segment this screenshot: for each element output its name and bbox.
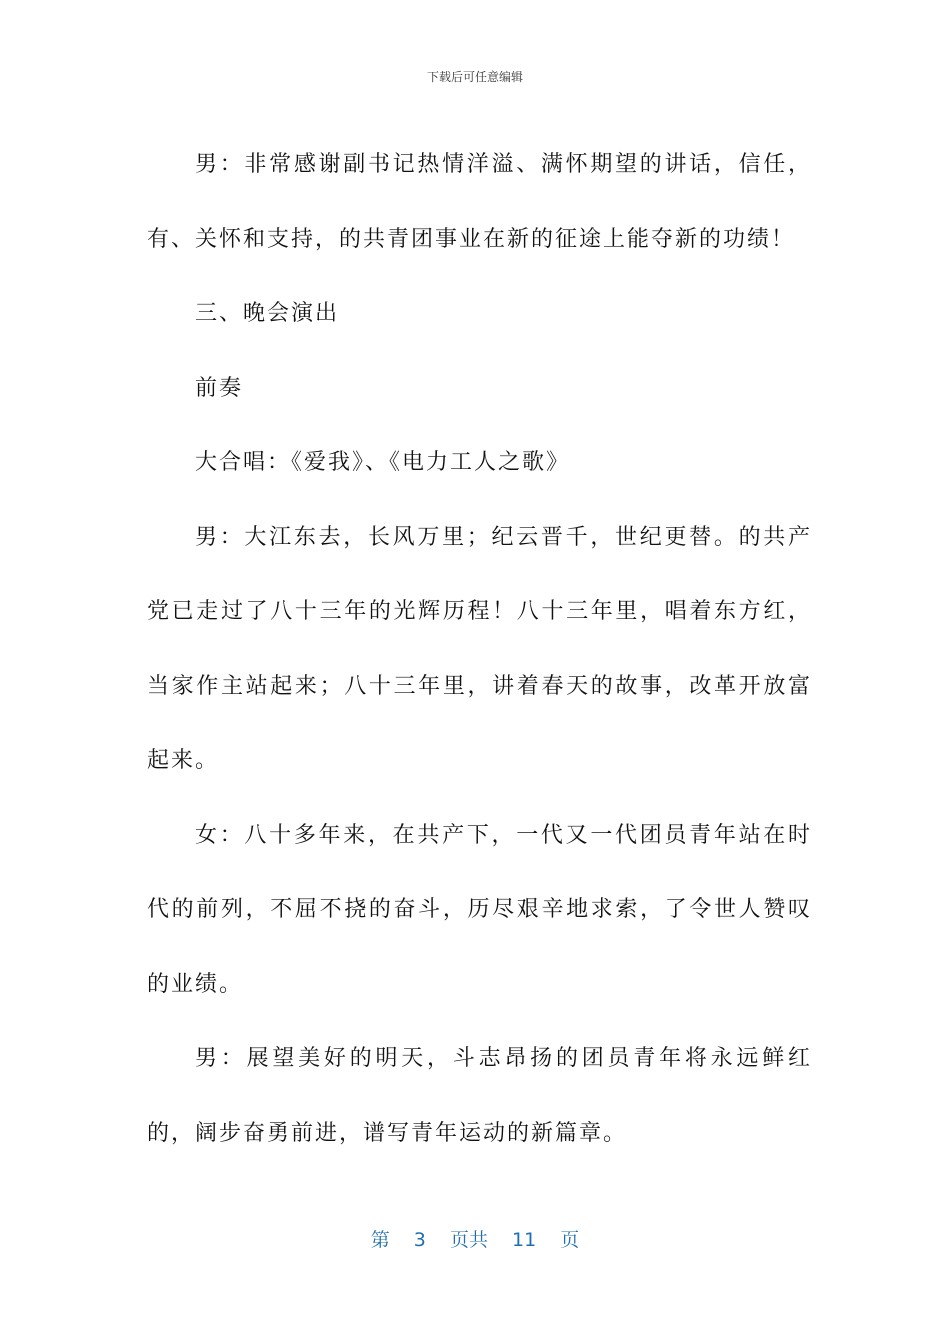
footer-middle: 页共 [449,1229,488,1251]
footer-total-pages: 11 [512,1229,537,1251]
footer-current-page: 3 [413,1229,426,1251]
page-header-note: 下载后可任意编辑 [426,70,523,84]
paragraph: 女：八十多年来，在共产下，一代又一代团员青年站在时代的前列，不屈不挠的奋斗，历尽艰辛地求索，了令世人赞叹的业绩。 [147,822,812,997]
document-body [147,128,812,1171]
paragraph: 男：大江东去，长风万里；纪云晋千，世纪更替。的共产党已走过了八十三年的光辉历程！八十三年里，唱着东方红，当家作主站起来；八十三年里，讲着春天的故事，改革开放富起来。 [147,524,812,773]
page-footer [0,1225,950,1252]
paragraph: 男：非常感谢副书记热情洋溢、满怀期望的讲话，信任，有、关怀和支持，的共青团事业在新的征途上能夺新的功绩！ [147,152,812,252]
section-heading: 三、晚会演出 [195,301,340,326]
paragraph: 男：展望美好的明天，斗志昂扬的团员青年将永远鲜红的，阔步奋勇前进，谱写青年运动的新篇章。 [147,1046,812,1146]
footer-suffix: 页 [560,1229,580,1251]
paragraph: 前奏 [195,375,244,401]
footer-prefix: 第 [370,1229,390,1251]
paragraph: 大合唱：《爱我》、《电力工人之歌》 [195,450,571,475]
